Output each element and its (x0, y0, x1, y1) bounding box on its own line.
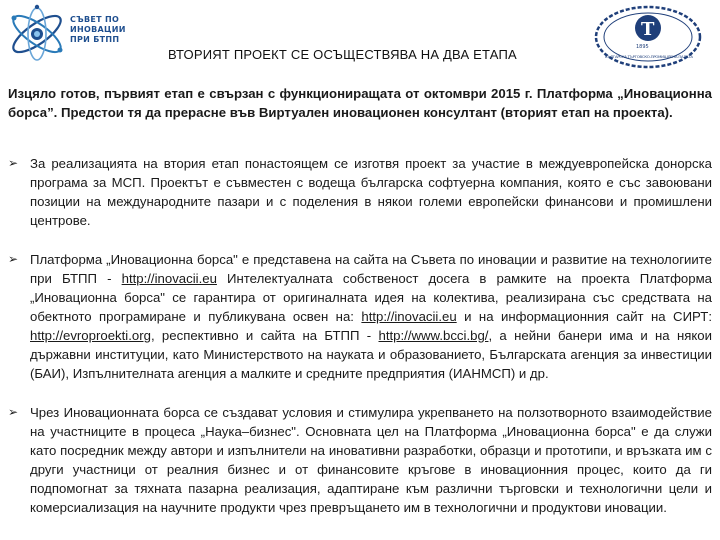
bcci-link[interactable]: http://www.bcci.bg/ (378, 328, 489, 343)
arrow-bullet-icon: ➢ (8, 252, 19, 266)
inovacii-link[interactable]: http://inovacii.eu (361, 309, 457, 324)
logo-left-line: ПРИ БТПП (70, 35, 120, 44)
bullet-text: , респективно и сайта на БТПП - (150, 328, 379, 343)
intro-paragraph: Изцяло готов, първият етап е свързан с функциониращата от октомври 2015 г. Платформа „Иновационна борса”. Предстои тя да прерасне във Виртуален иновационен консултант (вторият етап на проекта). (8, 86, 712, 120)
bullet-text: и на информационния сайт на СИРТ: (456, 309, 712, 324)
logo-left-line: ИНОВАЦИИ (70, 25, 126, 34)
bcci-year: 1895 (636, 44, 649, 50)
bullet-text: Интелектуалната собственост досега в рамките на проекта Платформа „Иновационна борса" се гарантира от оригиналната идея на колектива, реализирана със средствата на обектното програмиране и публикувана освен на: (30, 271, 712, 324)
arrow-bullet-icon: ➢ (8, 156, 19, 170)
bullet-text: За реализацията на втория етап понастоящем се изготвя проект за участие в междуевропейска донорска програма за МСП. Проектът е съвместен с водеща българска софтуерна компания, която е със завоювани позиции на международните пазари и с поделения в някои големи европейски финансови и промишлени центрове. (30, 156, 712, 228)
bullet-list (8, 154, 712, 537)
atom-icon (6, 4, 68, 64)
list-item (8, 403, 712, 517)
logo-left-text (70, 15, 126, 45)
inovacii-link[interactable]: http://inovacii.eu (121, 271, 217, 286)
bcci-seal-icon (585, 4, 717, 70)
bullet-text: Платформа „Иновационна борса" е представена на сайта на Съвета по иновации и развитие на технологиите при БТПП - (30, 252, 712, 286)
svg-text:T: T (641, 19, 655, 40)
evroproekti-link[interactable]: http://evroproekti.org (30, 328, 151, 343)
bullet-text: Чрез Иновационната борса се създават условия и стимулира укрепването на ползотворното взаимодействие на участниците в процеса „Наука–бизнес". Основната цел на Платформа „Иновационна борса" е да служи като посредник между автори и изпълнители на иновативни разработки, образци и прототипи, и връзката им с други участници от реалния бизнес и от финансовите кръгове в иновационния процес, които да ги подпомогнат за тяхната пазарна реализация, адаптиране към различни търговски и технологични цели и комерсиализация на научните продукти чрез превръщането им в технологични и продуктови иновации. (30, 405, 712, 515)
page-title: ВТОРИЯТ ПРОЕКТ СЕ ОСЪЩЕСТВЯВА НА ДВА ЕТАПА (168, 47, 517, 62)
list-item (8, 250, 712, 383)
list-item (8, 154, 712, 230)
bcci-logo (585, 4, 717, 70)
innovation-council-logo (6, 4, 124, 64)
bcci-name: БЪЛГАРСКА ТЪРГОВСКО-ПРОМИШЛЕНА ПАЛАТА (605, 54, 693, 59)
logo-left-line: СЪВЕТ ПО (70, 15, 120, 24)
arrow-bullet-icon: ➢ (8, 405, 19, 419)
bullet-text: , а нейни банери има и на някои държавни институции, като Министерството на науката и образованието, Българската агенция за инвестиции (БАИ), Изпълнителната агенция а малките и средните предприятия (ИАНМСП) и др. (30, 328, 712, 381)
